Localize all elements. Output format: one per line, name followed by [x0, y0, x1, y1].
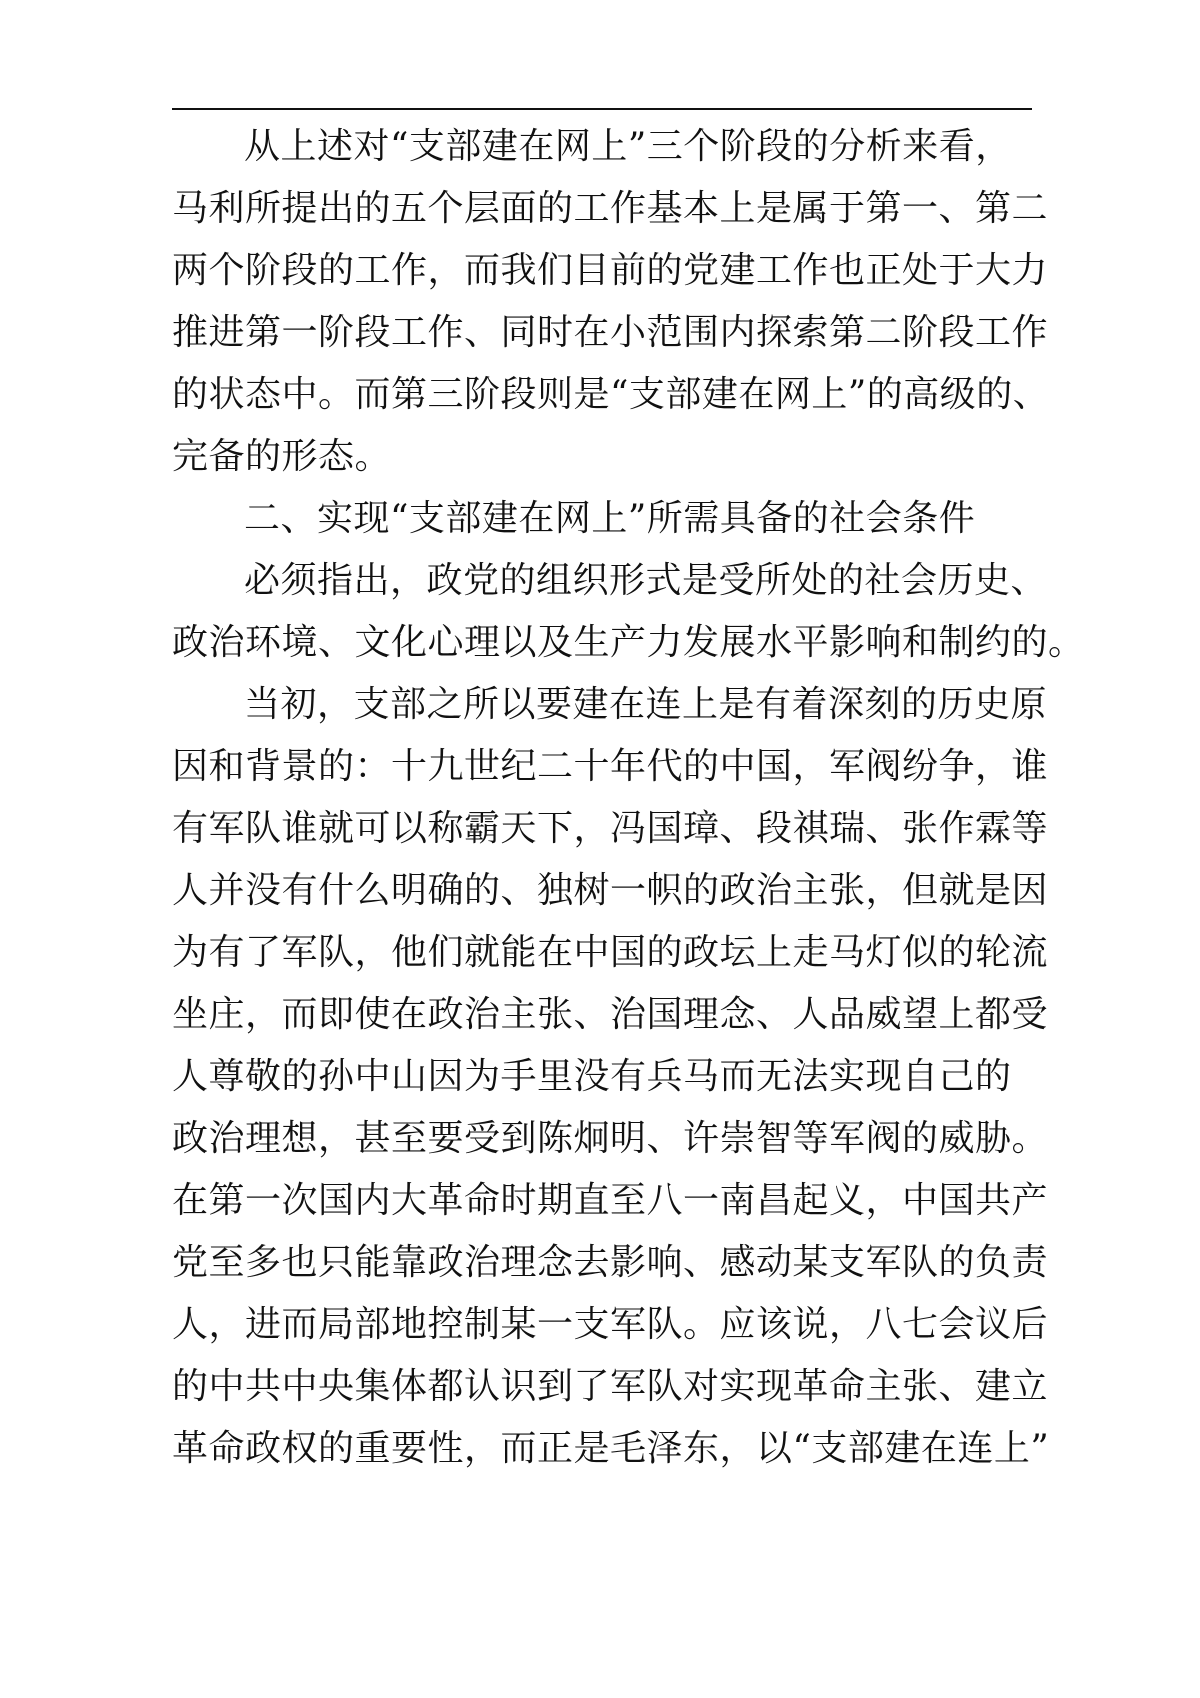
- header-rule: [172, 108, 1032, 110]
- paragraph-line: 的中共中央集体都认识到了军队对实现革命主张、建立: [172, 1366, 1049, 1407]
- paragraph-line: 人，进而局部地控制某一支军队。应该说，八七会议后: [172, 1304, 1049, 1345]
- paragraph-line: 人尊敬的孙中山因为手里没有兵马而无法实现自己的: [172, 1056, 1012, 1097]
- paragraph-line: 有军队谁就可以称霸天下，冯国璋、段祺瑞、张作霖等: [172, 808, 1049, 849]
- paragraph-line: 党至多也只能靠政治理念去影响、感动某支军队的负责: [172, 1242, 1049, 1283]
- paragraph-line: 在第一次国内大革命时期直至八一南昌起义，中国共产: [172, 1180, 1049, 1221]
- paragraph-line: 推进第一阶段工作、同时在小范围内探索第二阶段工作: [172, 312, 1049, 353]
- body-text: [172, 116, 1085, 1480]
- paragraph-line: 必须指出，政党的组织形式是受所处的社会历史、: [244, 560, 1048, 601]
- paragraph-line: 人并没有什么明确的、独树一帜的政治主张，但就是因: [172, 870, 1049, 911]
- section-heading: 二、实现“支部建在网上”所需具备的社会条件: [244, 498, 976, 539]
- paragraph-line: 从上述对“支部建在网上”三个阶段的分析来看，: [244, 126, 1012, 167]
- paragraph-line: 因和背景的：十九世纪二十年代的中国，军阀纷争，谁: [172, 746, 1049, 787]
- paragraph-line: 革命政权的重要性，而正是毛泽东，以“支部建在连上”: [172, 1428, 1050, 1469]
- paragraph-line: 政治理想，甚至要受到陈炯明、许崇智等军阀的威胁。: [172, 1118, 1049, 1159]
- paragraph-line: 为有了军队，他们就能在中国的政坛上走马灯似的轮流: [172, 932, 1049, 973]
- paragraph-line: 马利所提出的五个层面的工作基本上是属于第一、第二: [172, 188, 1049, 229]
- paragraph-line: 的状态中。而第三阶段则是“支部建在网上”的高级的、: [172, 374, 1050, 415]
- paragraph-line: 当初，支部之所以要建在连上是有着深刻的历史原: [244, 684, 1048, 725]
- paragraph-line: 完备的形态。: [172, 436, 392, 477]
- paragraph-line: 坐庄，而即使在政治主张、治国理念、人品威望上都受: [172, 994, 1049, 1035]
- paragraph-line: 两个阶段的工作，而我们目前的党建工作也正处于大力: [172, 250, 1049, 291]
- paragraph-line: 政治环境、文化心理以及生产力发展水平影响和制约的。: [172, 622, 1085, 663]
